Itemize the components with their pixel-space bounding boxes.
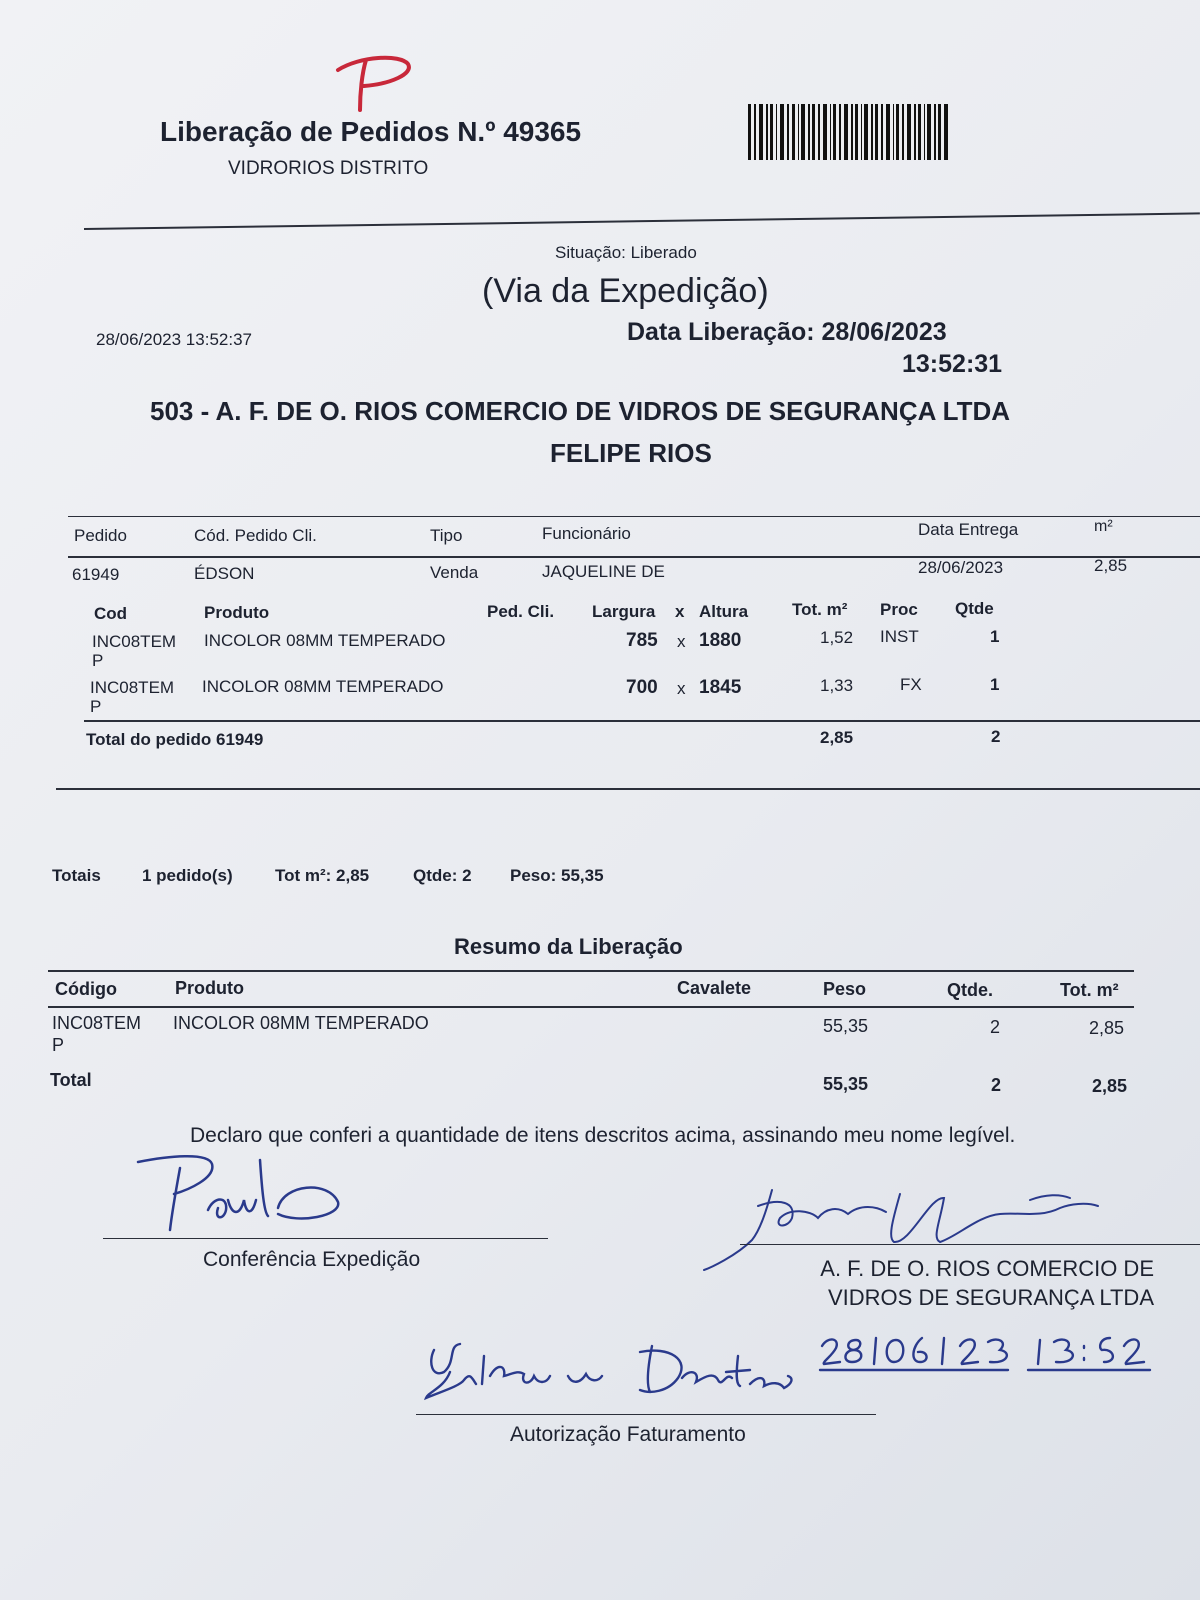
handwritten-datetime <box>818 1332 1168 1374</box>
summary-row-qtde: 2 <box>990 1017 1001 1037</box>
order-section-bottom-rule <box>56 788 1200 790</box>
release-date: Data Liberação: 28/06/2023 <box>627 318 947 346</box>
totals-pedidos: 1 pedido(s) <box>142 866 233 885</box>
item-1-produto: INCOLOR 08MM TEMPERADO <box>204 631 446 650</box>
summary-row-tot-m2: 2,85 <box>1089 1018 1125 1038</box>
document-title: Liberação de Pedidos N.º 49365 <box>160 116 582 147</box>
item-1-altura: 1880 <box>699 630 742 651</box>
item-1-largura: 785 <box>626 630 658 651</box>
items-header-qtde: Qtde <box>955 599 994 618</box>
items-header-produto: Produto <box>204 603 270 622</box>
summary-total-peso: 55,35 <box>823 1074 869 1094</box>
item-2-qtde: 1 <box>990 675 1000 694</box>
situation-status: Situação: Liberado <box>555 243 697 262</box>
order-pedido: 61949 <box>72 565 120 584</box>
summary-total-qtde: 2 <box>991 1075 1002 1095</box>
order-table-top-rule <box>68 516 1200 517</box>
company-name-line2: VIDROS DE SEGURANÇA LTDA <box>828 1285 1154 1310</box>
item-2-largura: 700 <box>626 677 658 698</box>
copy-label: (Via da Expedição) <box>482 272 769 310</box>
declaration-text: Declaro que conferi a quantidade de itens descritos acima, assinando meu nome legível. <box>190 1124 1016 1147</box>
faturamento-label: Autorização Faturamento <box>510 1423 746 1446</box>
header-divider <box>84 212 1200 230</box>
item-1-proc: INST <box>880 627 919 646</box>
summary-total-tot-m2: 2,85 <box>1092 1076 1128 1096</box>
summary-header-produto: Produto <box>175 978 244 998</box>
items-header-largura: Largura <box>592 602 656 621</box>
item-1-qtde: 1 <box>990 627 1000 646</box>
item-1-cod-cont: P <box>92 651 104 670</box>
summary-row-codigo: INC08TEM <box>52 1013 142 1033</box>
order-total-label: Total do pedido 61949 <box>86 730 264 749</box>
items-header-x: x <box>675 602 685 621</box>
items-header-proc: Proc <box>880 600 918 619</box>
items-header-tot-m2: Tot. m² <box>792 600 848 619</box>
order-cod-cli: ÉDSON <box>194 564 255 583</box>
barcode <box>748 104 952 162</box>
order-header-tipo: Tipo <box>430 526 463 545</box>
faturamento-signature <box>420 1332 810 1422</box>
company-name-line1: A. F. DE O. RIOS COMERCIO DE <box>820 1256 1154 1281</box>
order-header-data-entrega: Data Entrega <box>918 520 1019 539</box>
items-header-ped-cli: Ped. Cli. <box>487 602 555 621</box>
totals-peso: Peso: 55,35 <box>510 866 604 885</box>
order-header-pedido: Pedido <box>74 526 127 545</box>
items-header-altura: Altura <box>699 602 749 621</box>
summary-header-cavalete: Cavalete <box>677 978 752 998</box>
items-total-rule <box>84 720 1200 722</box>
summary-header-rule <box>48 1006 1134 1008</box>
expedicao-signature <box>128 1150 378 1240</box>
faturamento-signature-line <box>416 1414 876 1415</box>
expedicao-label: Conferência Expedição <box>203 1248 421 1271</box>
item-2-tot-m2: 1,33 <box>820 676 854 695</box>
order-header-funcionario: Funcionário <box>542 524 631 543</box>
order-data-entrega: 28/06/2023 <box>918 558 1004 577</box>
order-m2: 2,85 <box>1094 556 1128 575</box>
order-total-m2: 2,85 <box>820 728 854 747</box>
summary-total-label: Total <box>50 1070 92 1090</box>
item-2-altura: 1845 <box>699 677 742 698</box>
summary-row-produto: INCOLOR 08MM TEMPERADO <box>173 1013 429 1033</box>
summary-header-qtde: Qtde. <box>947 980 994 1000</box>
customer-contact: FELIPE RIOS <box>550 438 712 468</box>
order-funcionario: JAQUELINE DE <box>542 562 665 581</box>
expedicao-signature-line <box>103 1238 548 1239</box>
summary-header-codigo: Código <box>55 979 117 999</box>
item-2-produto: INCOLOR 08MM TEMPERADO <box>202 677 444 696</box>
order-header-cod-cli: Cód. Pedido Cli. <box>194 526 317 545</box>
release-time: 13:52:31 <box>902 350 1003 378</box>
summary-header-tot-m2: Tot. m² <box>1060 980 1119 1000</box>
order-tipo: Venda <box>430 563 479 582</box>
item-2-cod: INC08TEM <box>90 678 175 697</box>
summary-title: Resumo da Liberação <box>454 934 683 959</box>
item-1-cod: INC08TEM <box>92 632 177 651</box>
summary-top-rule <box>48 970 1134 972</box>
totals-label: Totais <box>52 866 101 885</box>
print-timestamp: 28/06/2023 13:52:37 <box>96 330 252 349</box>
customer-name: 503 - A. F. DE O. RIOS COMERCIO DE VIDROS DE SEGURANÇA LTDA <box>150 396 1011 426</box>
handwritten-red-mark <box>330 48 420 113</box>
summary-header-peso: Peso <box>823 979 867 999</box>
item-2-cod-cont: P <box>90 697 102 716</box>
order-total-qtde: 2 <box>991 727 1001 746</box>
company-signature-line <box>740 1244 1200 1245</box>
summary-row-codigo-cont: P <box>52 1035 65 1055</box>
item-1-tot-m2: 1,52 <box>820 628 854 647</box>
items-header-cod: Cod <box>94 604 128 623</box>
totals-qtde: Qtde: 2 <box>413 866 472 885</box>
order-header-m2: m² <box>1094 518 1113 535</box>
totals-tot-m2: Tot m²: 2,85 <box>275 866 370 885</box>
order-table-header-rule <box>68 556 1200 558</box>
company-unit: VIDRORIOS DISTRITO <box>228 158 429 179</box>
item-2-x: x <box>677 679 686 698</box>
summary-row-peso: 55,35 <box>823 1016 869 1036</box>
item-1-x: x <box>677 632 686 651</box>
item-2-proc: FX <box>900 675 922 694</box>
